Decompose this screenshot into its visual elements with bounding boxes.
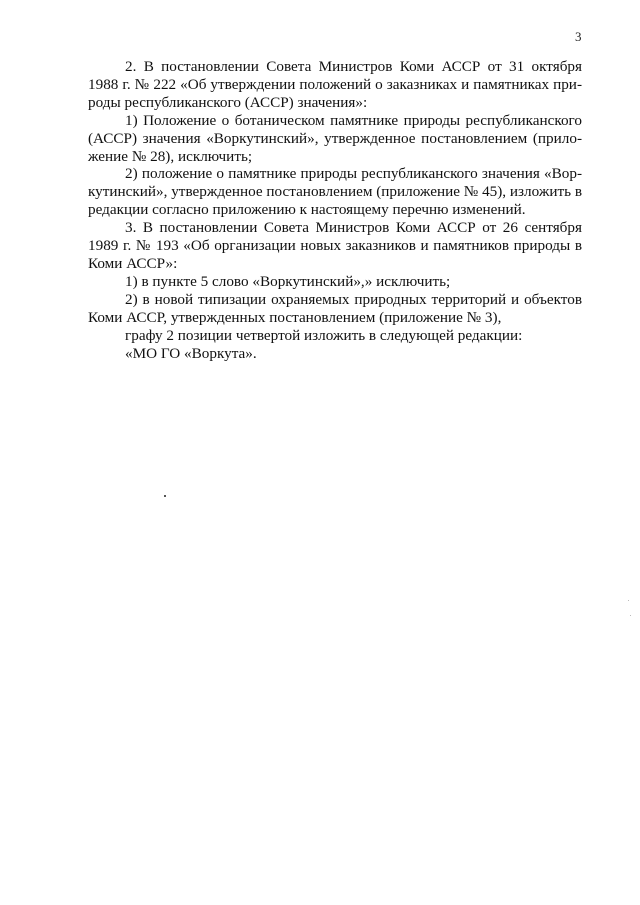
scan-speck <box>164 495 166 497</box>
paragraph-new-wording: «МО ГО «Воркута». <box>125 344 257 362</box>
paragraph-subitem-1-b: 1) в пункте 5 слово «Воркутинский»,» исключить; <box>125 272 451 290</box>
document-body <box>88 58 582 362</box>
paragraph-item-2: 2. В постановлении Совета Министров Коми АССР от 31 октября 1988 г. № 222 «Об утверждении положений о заказниках и памятниках природы республиканского (АССР) значения»: <box>88 58 582 111</box>
paragraph-item-3: 3. В постановлении Совета Министров Коми АССР от 26 сентября 1989 г. № 193 «Об организации новых заказников и памятников природы в Коми АССР»: <box>88 219 582 272</box>
paragraph-subitem-2: 2) положение о памятнике природы республиканского значения «Воркутинский», утвержденное постановлением (приложение № 45), изложить в редакции согласно приложению к настоящему перечню изменений. <box>88 165 582 219</box>
paragraph-subitem-2-b: 2) в новой типизации охраняемых природных территорий и объектов Коми АССР, утвержденных постановлением (приложение № 3), <box>88 290 582 326</box>
scan-speck <box>630 615 631 616</box>
paragraph-column-edit: графу 2 позиции четвертой изложить в следующей редакции: <box>125 326 523 344</box>
paragraph-subitem-1: 1) Положение о ботаническом памятнике природы республиканского (АССР) значения «Воркутинский», утвержденное постановлением (приложение № 28), исключить; <box>88 111 582 165</box>
page-number: 3 <box>575 29 582 44</box>
scan-speck <box>628 600 629 601</box>
